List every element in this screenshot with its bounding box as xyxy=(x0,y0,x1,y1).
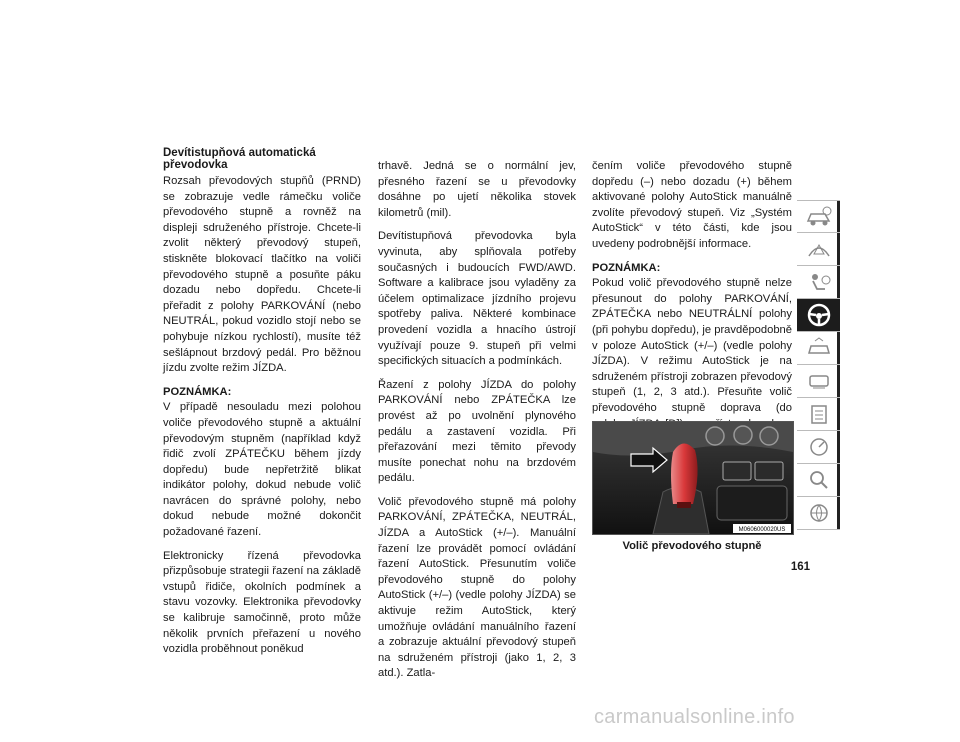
airbag-safety-icon xyxy=(805,271,833,293)
note xyxy=(163,385,361,541)
dashboard-warning-icon xyxy=(805,238,833,260)
paragraph: Devítistupňová převodovka byla vyvinuta, aby splňovala potřeby současných i budoucích FWD/AWD. Software a kalibrace jsou vyladěny za účelem optimalizace jízdního projevu spotřeby paliva. Některé kombinace provedení vozidla a hnacího ústrojí využívají pouze 9. stupeň při velmi specifických situacích a podmínkách. xyxy=(378,230,576,368)
note-text: Pokud volič převodového stupně nelze přesunout do polohy PARKOVÁNÍ, ZPÁTEČKA nebo NEUTRÁLNÍ polohy (při pohybu dopředu), je pravděpodobně v poloze AutoStick (+/–) (vedle polohy JÍZDA). V režimu AutoStick je na sdruženém přístroji zobrazen převodový stupeň (1, 2, 3 atd.). Přesuňte volič převodového stupně doprava (do xyxy=(592,277,792,414)
figure-caption: Volič převodového stupně xyxy=(622,540,762,552)
tab-dashboard[interactable] xyxy=(797,233,840,266)
text-column-1 xyxy=(163,174,361,666)
figure-code: M0606000020US xyxy=(738,527,786,533)
car-front-icon xyxy=(805,337,833,359)
tab-warning[interactable] xyxy=(797,332,840,365)
gauge-icon xyxy=(805,436,833,458)
text-column-2 xyxy=(378,159,576,690)
tab-driving[interactable] xyxy=(797,299,840,332)
note-title: POZNÁMKA: xyxy=(592,261,661,274)
steering-wheel-icon xyxy=(805,302,833,328)
gear-selector-illustration xyxy=(593,422,793,534)
paragraph: Rozsah převodových stupňů (PRND) se zobrazuje vedle rámečku voliče převodového stupně a rovněž na displeji sdruženého přístroje. Chcete-li zvolit některý převodový stupeň, stiskněte blokovací tlačítko na voliči převodového stupně a posuňte páku dozadu nebo dopředu. Chcete-li přeřadit z polohy PARKOVÁNÍ (nebo NEUTRÁL, pokud vozidlo stojí nebo se pohybuje nízkou rychlostí), musíte též sešlápnout brzdový pedál. Pro běžnou jízdu zvolte režim JÍZDA. xyxy=(163,175,361,375)
chapter-tabs xyxy=(797,200,840,530)
tools-icon xyxy=(805,370,833,392)
paragraph: trhavě. Jedná se o normální jev, přesného řazení se u převodovky dosáhne po ujetí několika stovek kilometrů (mil). xyxy=(378,160,576,219)
gear-selector-photo xyxy=(592,421,794,535)
note-text: V případě nesouladu mezi polohou voliče převodového stupně a aktuální převodovým stupněm (například když řidič zvolí ZPÁTEČKU během jízdy dopředu) bude nepřetržitě blikat indikátor polohy, dokud nebude volič navrácen do správné polohy, nebo dokud nebude možné dokončit požadované řazení. xyxy=(163,401,361,539)
page-number: 161 xyxy=(790,561,810,573)
car-info-icon xyxy=(805,206,833,228)
magnifier-icon xyxy=(805,469,833,491)
paragraph: Elektronicky řízená převodovka přizpůsobuje strategii řazení na základě vstupů řidiče, okolních podmínek a stavu vozovky. Elektronika převodovky se kalibruje samočinně, proto může několik prvních přeřazení u nového vozidla proběhnout poněkud xyxy=(163,549,361,656)
note xyxy=(592,261,792,448)
tab-emergency[interactable] xyxy=(797,365,840,398)
tab-car-info[interactable] xyxy=(797,200,840,233)
checklist-icon xyxy=(805,403,833,425)
tab-index[interactable] xyxy=(797,464,840,497)
language-icon xyxy=(805,502,833,524)
paragraph: Volič převodového stupně má polohy PARKOVÁNÍ, ZPÁTEČKA, NEUTRÁL, JÍZDA a AutoStick (+/–). Manuální řazení lze provádět pomocí ovládání řazení AutoStick. Přesunutím voliče převodového stupně do polohy AutoStick (+/–) (vedle polohy JÍZDA) se aktivuje režim AutoStick, který umožňuje ovládání manuálního řazení a zobrazuje aktuální převodový stupeň na sdruženém přístroji (jako 1, 2, 3 atd.). Zatla- xyxy=(378,495,576,680)
section-heading: Devítistupňová automatická převodovka xyxy=(163,147,316,171)
text-column-3 xyxy=(592,159,792,456)
paragraph: čením voliče převodového stupně dopředu (–) nebo dozadu (+) během aktivované polohy AutoStick manuálně zvolíte převodový stupeň. Viz „Systém AutoStick“ v této části, kde jsou uvedeny podrobnější informace. xyxy=(592,160,792,250)
tab-language[interactable] xyxy=(797,497,840,530)
paragraph: Řazení z polohy JÍZDA do polohy PARKOVÁNÍ nebo ZPÁTEČKA lze provést až po uvolnění plynového pedálu a zastavení vozidla. Při přeřazování mezi těmito převody musíte ponechat nohu na brzdovém pedálu. xyxy=(378,378,576,485)
tab-airbag[interactable] xyxy=(797,266,840,299)
watermark: carmanualsonline.info xyxy=(594,706,795,728)
note-title: POZNÁMKA: xyxy=(163,385,232,398)
tab-specs[interactable] xyxy=(797,431,840,464)
tab-maintenance[interactable] xyxy=(797,398,840,431)
